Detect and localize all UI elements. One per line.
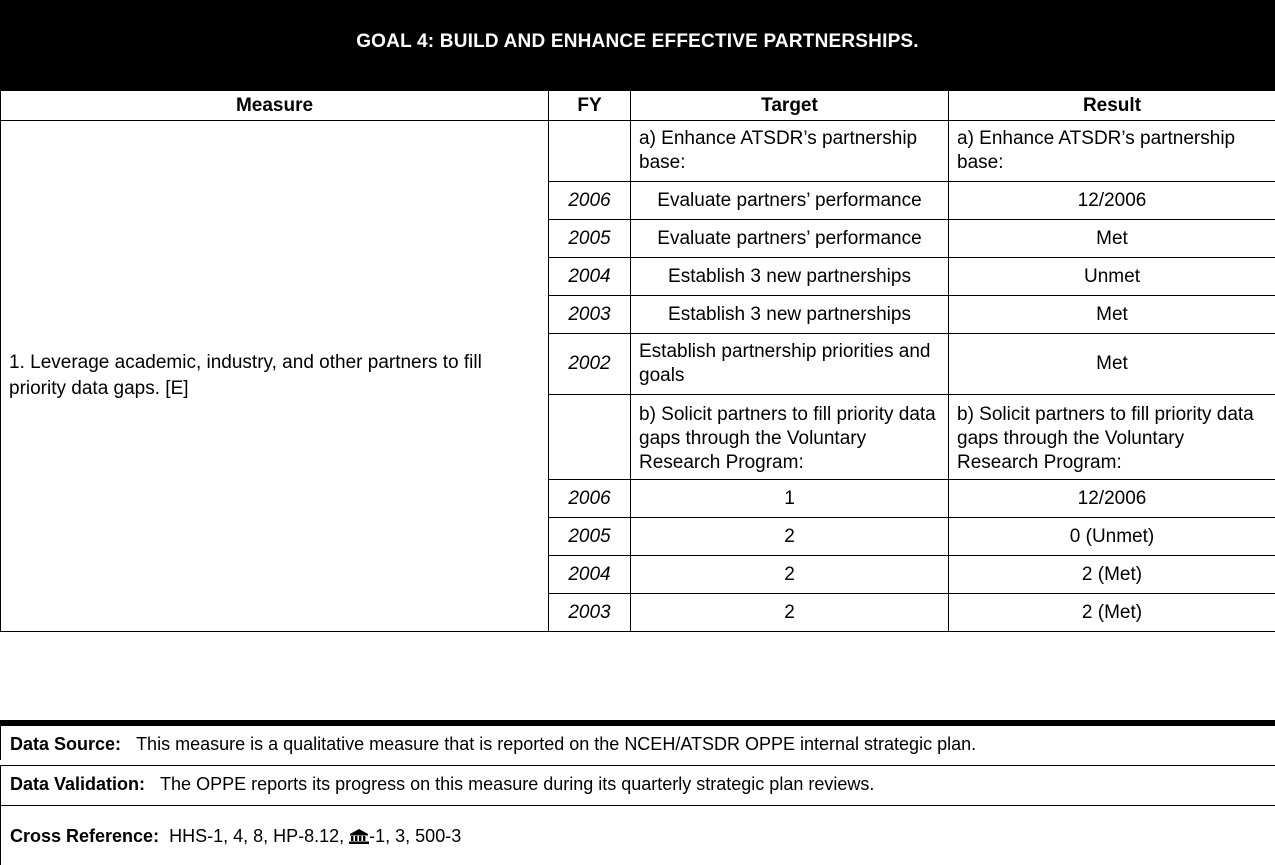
result-cell: Unmet xyxy=(949,258,1275,296)
goal-header-bar xyxy=(0,0,1275,90)
result-cell: Met xyxy=(949,220,1275,258)
data-source-row xyxy=(0,720,1275,760)
cross-reference-label: Cross Reference: xyxy=(10,826,160,846)
data-source-label: Data Source: xyxy=(10,734,122,754)
result-cell: 0 (Unmet) xyxy=(949,518,1275,556)
result-cell: Met xyxy=(949,334,1275,395)
target-cell: 2 xyxy=(631,556,949,594)
section-a-target-heading: a) Enhance ATSDR’s partnership base: xyxy=(631,121,949,182)
cross-reference-text-continued: -1, 3, 500-3 xyxy=(369,826,462,846)
fy-cell: 2003 xyxy=(549,296,631,334)
section-a-result-heading: a) Enhance ATSDR’s partnership base: xyxy=(949,121,1275,182)
cross-reference-text: HHS-1, 4, 8, HP-8.12, xyxy=(169,826,350,846)
target-cell: Establish 3 new partnerships xyxy=(631,296,949,334)
fy-cell: 2004 xyxy=(549,556,631,594)
target-cell: 2 xyxy=(631,518,949,556)
section-b-result-heading: b) Solicit partners to fill priority data gaps through the Voluntary Research Program: xyxy=(949,395,1275,480)
data-validation-row xyxy=(0,765,1275,805)
result-cell: 2 (Met) xyxy=(949,556,1275,594)
result-cell: 12/2006 xyxy=(949,480,1275,518)
header-row xyxy=(1,91,1275,121)
target-cell: Evaluate partners’ performance xyxy=(631,182,949,220)
measure-header: Measure xyxy=(1,91,549,121)
target-cell: Evaluate partners’ performance xyxy=(631,220,949,258)
result-cell: 2 (Met) xyxy=(949,594,1275,632)
fy-cell: 2004 xyxy=(549,258,631,296)
fy-cell xyxy=(549,395,631,480)
fy-cell: 2005 xyxy=(549,518,631,556)
fy-cell: 2006 xyxy=(549,480,631,518)
target-header: Target xyxy=(631,91,949,121)
data-validation-label: Data Validation: xyxy=(10,774,146,794)
section-b-target-heading: b) Solicit partners to fill priority data gaps through the Voluntary Research Program: xyxy=(631,395,949,480)
fy-cell: 2002 xyxy=(549,334,631,395)
target-cell: 2 xyxy=(631,594,949,632)
fy-cell: 2006 xyxy=(549,182,631,220)
fy-cell: 2003 xyxy=(549,594,631,632)
measure-cell: 1. Leverage academic, industry, and other partners to fill priority data gaps. [E] xyxy=(1,121,549,632)
result-header: Result xyxy=(949,91,1275,121)
section-a-heading-row xyxy=(1,121,1275,182)
data-validation-text: The OPPE reports its progress on this measure during its quarterly strategic plan reviews. xyxy=(160,774,875,794)
government-building-icon xyxy=(349,828,369,843)
result-cell: 12/2006 xyxy=(949,182,1275,220)
fy-cell: 2005 xyxy=(549,220,631,258)
target-cell: 1 xyxy=(631,480,949,518)
goal-title: GOAL 4: BUILD AND ENHANCE EFFECTIVE PARTNERSHIPS. xyxy=(356,31,919,52)
cross-reference-row xyxy=(0,805,1275,865)
target-cell: Establish partnership priorities and goals xyxy=(631,334,949,395)
target-cell: Establish 3 new partnerships xyxy=(631,258,949,296)
fy-header: FY xyxy=(549,91,631,121)
data-source-text: This measure is a qualitative measure that is reported on the NCEH/ATSDR OPPE internal strategic plan. xyxy=(136,734,977,754)
performance-table xyxy=(0,90,1275,632)
fy-cell xyxy=(549,121,631,182)
result-cell: Met xyxy=(949,296,1275,334)
